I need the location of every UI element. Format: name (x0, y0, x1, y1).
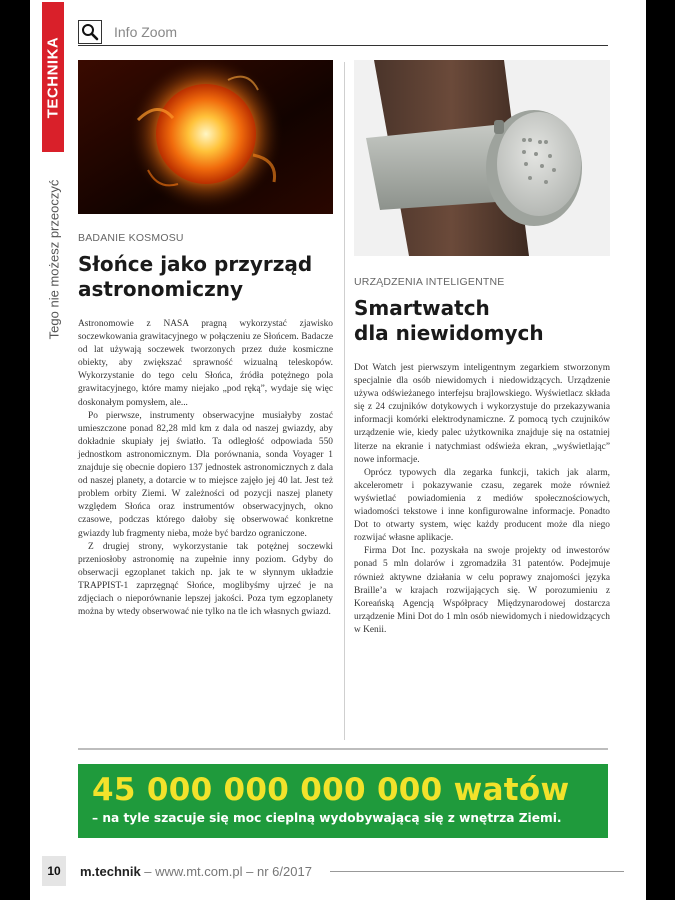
section-tab (42, 2, 64, 152)
smartwatch-image (354, 60, 610, 256)
page-number: 10 (42, 856, 66, 886)
header-title: Info Zoom (114, 23, 178, 40)
fact-banner (78, 764, 608, 838)
banner-caption: – na tyle szacuje się moc cieplną wydobywającą się z wnętrza Ziemi. (92, 811, 562, 825)
column-divider (344, 62, 345, 740)
article-sun (78, 60, 333, 619)
article-kicker: BADANIE KOSMOSU (78, 232, 184, 244)
article-body (78, 318, 333, 619)
article-kicker: URZĄDZENIA INTELIGENTNE (354, 276, 505, 288)
paragraph: Oprócz typowych dla zegarka funkcji, takich jak alarm, akcelerometr i pokazywanie czasu, zegarek może również wyświetlać powiadomienia z mediów społecznościowych, wiadomości tekstowe i inne konfigurowalne informacje. Ponadto Dot to otwarty system, więc każdy producent może dla niego rozwijać własne aplikacje. (354, 467, 610, 544)
title-line-1: Smartwatch (354, 296, 490, 320)
article-body (354, 362, 610, 637)
magazine-page (30, 0, 646, 900)
sun-illustration (78, 60, 333, 214)
page-header (78, 18, 608, 46)
paragraph: Dot Watch jest pierwszym inteligentnym zegarkiem stworzonym specjalnie dla osób niewidomych i niedowidzących. Urządzenie używa odświeżanego interfejsu brajlowskiego. Wyświetlacz składa się z 24 czujników dotykowych i wykorzystuje do przekazywania informacji komórki elektrodynamiczne. Z pomocą tych czujników urządzenie wie, kiedy palec użytkownika znajduje się na ostatniej literze na ekranie i natychmiast odświeża ekran, „wyświetlając” nowe informacje. (354, 363, 610, 465)
paragraph: Z drugiej strony, wykorzystanie tak potężnej soczewki przeniosłoby astronomię na zupełnie inny poziom. Gdyby do obserwacji egzoplanet takich np. jak te w słynnym układzie TRAPPIST-1 zaprzęgnąć Słońce, moglibyśmy ujrzeć je na zdjęciach o nieporównanie lepszej jakości. Poza tym egzoplanety można by wtedy obserwować nie tylko na tle ich własnych gwiazd. (78, 541, 333, 618)
paragraph: Po pierwsze, instrumenty obserwacyjne musiałyby zostać umieszczone ponad 82,28 mld km z dala od naszej gwiazdy, aby dokładnie skupiały jej światło. Ta odległość odpowiada 550 jednostkom astronomicznym. Dla porównania, sonda Voyager 1 znajduje się obecnie dopiero 137 jednostek astronomicznych z dala od naszej planety, a dotarcie w to miejsce zajęło jej 40 lat. Jest też problem orbity Ziemi. W zależności od pozycji naszej planety względem Słońca oraz instrumentów obserwacyjnych, okno czasowe, podczas którego dałoby się obserwować konkretne gwiazdy lub fragmenty nieba, może być bardzo ograniczone. (78, 410, 333, 539)
section-label: TECHNIKA (44, 36, 62, 118)
page-footer (42, 856, 632, 886)
title-line-2: astronomiczny (78, 277, 244, 301)
banner-number: 45 000 000 000 000 watów (92, 772, 570, 808)
article-title (78, 252, 333, 302)
footer-line (330, 871, 624, 872)
magnifier-icon (81, 23, 99, 41)
paragraph: Firma Dot Inc. pozyskała na swoje projekty od inwestorów ponad 5 mln dolarów i zgromadziła 31 patentów. Podejmuje również aktywne działania w celu poprawy znajomości języka Braille’a w krajach rozwijających się. W porozumieniu z Koreańską Agencją Współpracy Międzynarodowej dostarcza urządzenie Mini Dot do 1 mln osób niewidomych i niedowidzących w Kenii. (354, 546, 610, 635)
title-line-2: dla niewidomych (354, 321, 544, 345)
article-smartwatch (354, 60, 610, 637)
slogan-text: Tego nie możesz przeoczyć (46, 179, 62, 339)
article-title (354, 296, 610, 346)
smartwatch-illustration (354, 60, 610, 256)
footer-info: – www.mt.com.pl – nr 6/2017 (140, 863, 312, 879)
sun-image (78, 60, 333, 214)
title-line-1: Słońce jako przyrząd (78, 252, 313, 276)
footer-brand: m.technik (80, 863, 141, 879)
footer-text (80, 864, 312, 879)
paragraph: Astronomowie z NASA pragną wykorzystać zjawisko soczewkowania grawitacyjnego w połączeniu ze Słońcem. Badacze od lat używają soczewek tworzonych przez duże kosmiczne obiekty, aby zwiększać sprawność wizualną teleskopów. Wykorzystanie do tego celu Słońca, źródła potężnego pola grawitacyjnego, które mamy niejako „pod ręką”, wydaje się więc doskonałym pomysłem, ale... (78, 319, 333, 408)
vertical-slogan (34, 174, 74, 344)
search-button[interactable] (78, 20, 102, 44)
bottom-rule (78, 748, 608, 750)
